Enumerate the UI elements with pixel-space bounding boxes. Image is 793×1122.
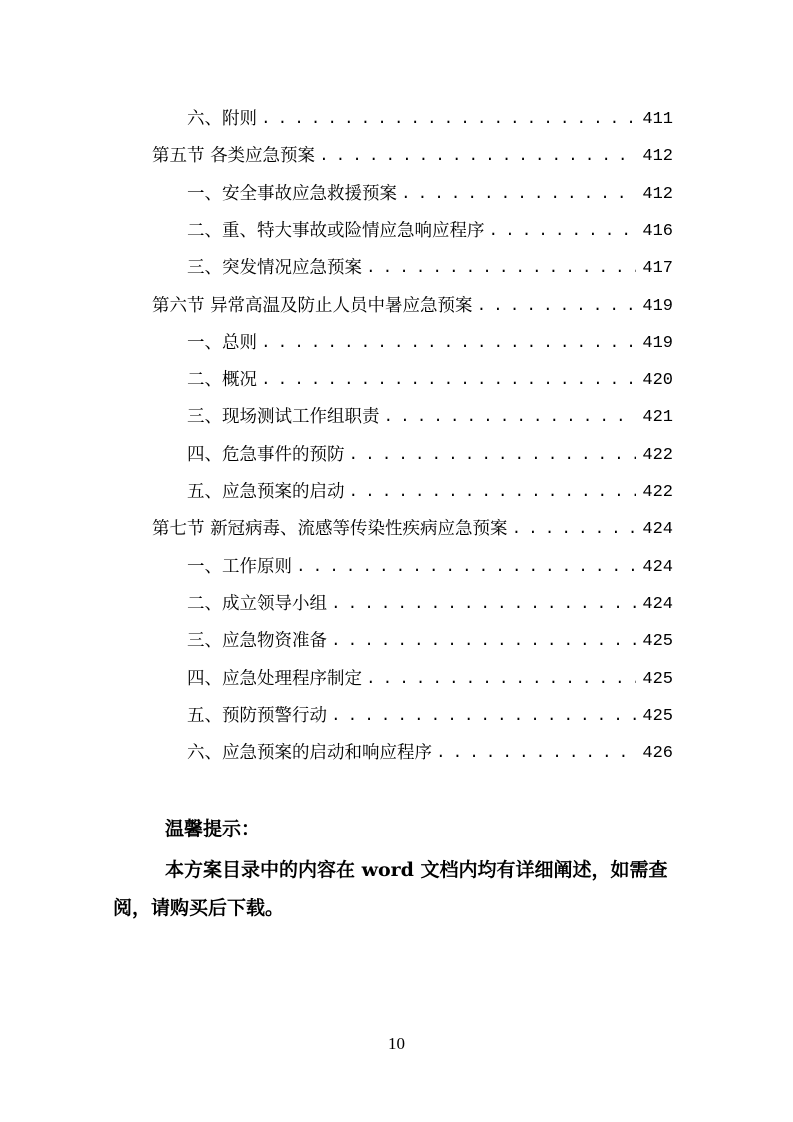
dot-leader	[261, 101, 636, 138]
toc-entry-title: 六、附则	[187, 109, 257, 129]
toc-entry[interactable]	[187, 661, 673, 698]
toc-entry-title: 六、应急预案的启动和响应程序	[187, 743, 432, 764]
toc-entry[interactable]	[187, 250, 673, 287]
toc-entry-page: 421	[642, 408, 673, 428]
toc-entry-page: 419	[642, 333, 673, 353]
dot-leader	[477, 288, 637, 325]
toc-entry[interactable]	[187, 325, 673, 362]
toc-entry-page: 417	[642, 259, 673, 279]
dot-leader	[436, 735, 636, 772]
dot-leader	[296, 549, 636, 586]
dot-leader	[349, 474, 637, 511]
toc-entry-page: 425	[642, 669, 673, 689]
dot-leader	[349, 437, 637, 474]
toc-entry-page: 426	[642, 744, 673, 764]
toc-entry[interactable]	[152, 511, 673, 548]
toc-entry[interactable]	[187, 101, 673, 138]
toc-entry[interactable]	[152, 288, 673, 325]
toc-entry-title: 第七节 新冠病毒、流感等传染性疾病应急预案	[152, 519, 508, 540]
toc-entry-page: 424	[642, 557, 673, 577]
toc-entry[interactable]	[187, 362, 673, 399]
dot-leader	[366, 661, 636, 698]
toc-entry-page: 416	[642, 221, 673, 241]
toc-entry-page: 411	[642, 110, 673, 129]
toc-entry-title: 三、突发情况应急预案	[187, 258, 362, 279]
toc-entry-title: 一、安全事故应急救援预案	[187, 183, 397, 204]
toc-entry-title: 第六节 异常高温及防止人员中暑应急预案	[152, 295, 473, 316]
toc-entry-title: 五、应急预案的启动	[187, 482, 345, 502]
toc-entry[interactable]	[187, 698, 673, 735]
toc-entry[interactable]	[152, 138, 673, 175]
toc-entry-page: 412	[642, 147, 673, 167]
toc-entry-page: 422	[642, 483, 673, 502]
dot-leader	[331, 586, 636, 623]
toc-entry-page: 424	[642, 594, 673, 614]
toc-entry[interactable]	[187, 474, 673, 511]
dot-leader	[489, 213, 637, 250]
toc-entry[interactable]	[187, 735, 673, 772]
toc-entry[interactable]	[187, 176, 673, 213]
dot-leader	[384, 399, 637, 436]
toc-entry[interactable]	[187, 549, 673, 586]
dot-leader	[261, 362, 636, 399]
page-number: 10	[388, 1034, 405, 1053]
toc-entry-page: 420	[642, 371, 673, 391]
toc-entry[interactable]	[187, 399, 673, 436]
toc-entry-page: 412	[642, 184, 673, 204]
toc-entry-title: 一、总则	[187, 332, 257, 353]
toc-entry-title: 二、成立领导小组	[187, 593, 327, 614]
toc-entry-title: 四、危急事件的预防	[187, 444, 345, 465]
toc-entry-title: 第五节 各类应急预案	[152, 146, 316, 167]
dot-leader	[261, 325, 636, 362]
toc-entry-title: 二、概况	[187, 370, 257, 391]
toc-entry-page: 425	[642, 706, 673, 726]
toc-entry-title: 四、应急处理程序制定	[187, 668, 362, 689]
dot-leader	[319, 138, 636, 175]
dot-leader	[401, 176, 636, 213]
toc-entry[interactable]	[187, 586, 673, 623]
toc-entry-page: 425	[642, 632, 673, 652]
note-body: 本方案目录中的内容在 word 文档内均有详细阐述，如需查阅，请购买后下载。	[113, 859, 668, 919]
note-title: 温馨提示：	[165, 818, 261, 840]
toc-entry-title: 五、预防预警行动	[187, 705, 327, 726]
toc-entry[interactable]	[187, 213, 673, 250]
toc-entry[interactable]	[187, 437, 673, 474]
toc-entry-page: 422	[642, 445, 673, 465]
dot-leader	[331, 698, 636, 735]
toc-entry-title: 三、现场测试工作组职责	[187, 407, 380, 428]
toc-entry-title: 二、重、特大事故或险情应急响应程序	[187, 220, 485, 241]
toc-entry-title: 一、工作原则	[187, 556, 292, 577]
toc-entry-page: 424	[642, 520, 673, 540]
toc-entry-page: 419	[642, 296, 673, 316]
dot-leader	[512, 511, 637, 548]
toc-entry-title: 三、应急物资准备	[187, 631, 327, 652]
toc-entry[interactable]	[187, 623, 673, 660]
dot-leader	[331, 623, 636, 660]
dot-leader	[366, 250, 636, 287]
